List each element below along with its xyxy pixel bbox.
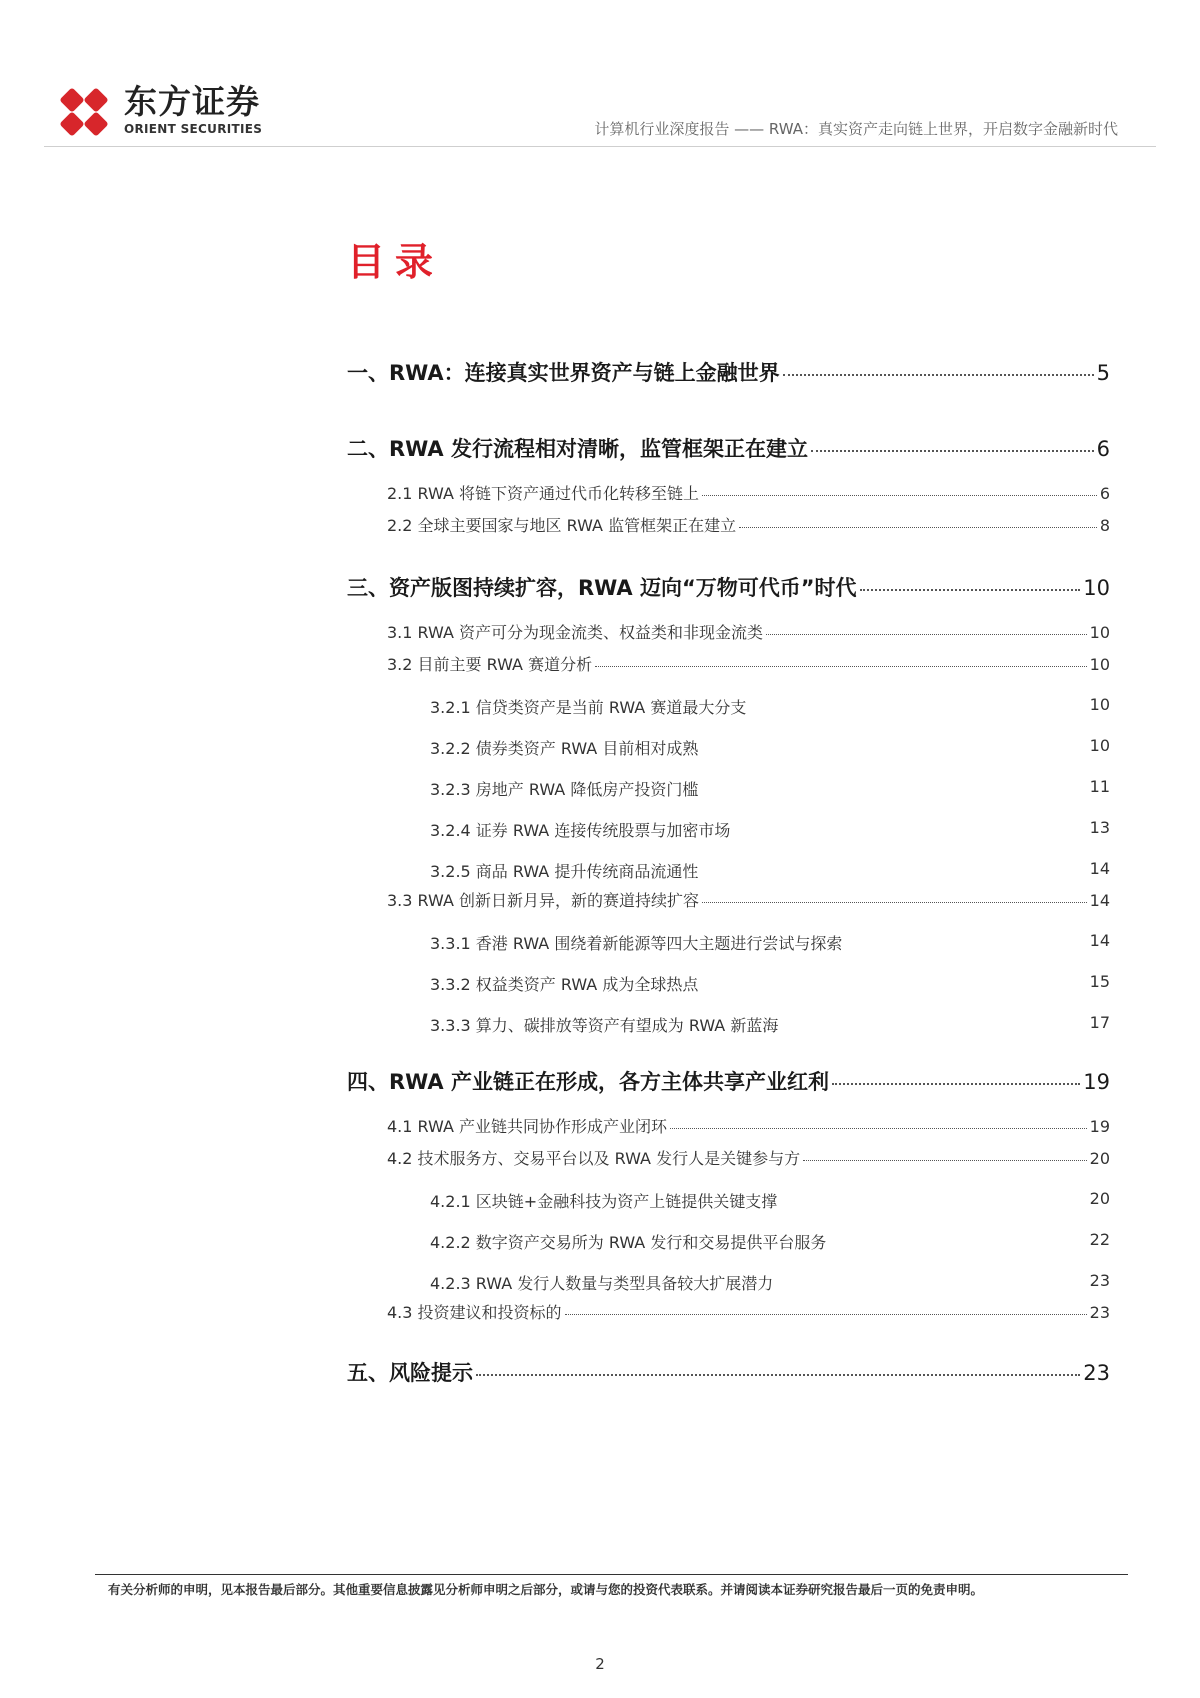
toc-entry-text: 4.2.3 RWA 发行人数量与类型具备较大扩展潜力 [430, 1274, 774, 1293]
toc-entry-page: 14 [1089, 891, 1110, 910]
toc-entry-page: 8 [1099, 516, 1110, 535]
toc-entry-text: 4.2.1 区块链+金融科技为资产上链提供关键支撑 [430, 1192, 778, 1211]
toc-leader-dots [803, 1160, 1087, 1161]
toc-entry-text: 4.3 投资建议和投资标的 [387, 1303, 562, 1322]
toc-entry-page: 5 [1096, 361, 1110, 385]
toc-entry-page: 14 [1089, 931, 1110, 950]
toc-entry-4-2-3[interactable] [430, 1271, 1110, 1294]
toc-entry-text: 3.2.4 证券 RWA 连接传统股票与加密市场 [430, 821, 731, 840]
toc-entry-4-2-1[interactable] [430, 1189, 1110, 1212]
toc-entry-2-1[interactable] [387, 481, 1110, 504]
toc-entry-page: 11 [1089, 777, 1110, 796]
toc-leader-dots [595, 666, 1087, 667]
toc-entry-page: 10 [1089, 655, 1110, 674]
toc-entry-text: 3.3.1 香港 RWA 围绕着新能源等四大主题进行尝试与探索 [430, 934, 843, 953]
toc-entry-3-2-4[interactable] [430, 818, 1110, 841]
toc-entry-text: 3.1 RWA 资产可分为现金流类、权益类和非现金流类 [387, 623, 763, 642]
toc-leader-dots [702, 902, 1087, 903]
toc-entry-text: 3.2.5 商品 RWA 提升传统商品流通性 [430, 862, 699, 881]
toc-leader-dots [702, 495, 1097, 496]
toc-leader-dots [783, 374, 1094, 376]
toc-leader-dots [739, 527, 1097, 528]
toc-entry-4[interactable] [347, 1066, 1110, 1096]
toc-entry-page: 23 [1089, 1303, 1110, 1322]
toc-entry-text: 二、RWA 发行流程相对清晰，监管框架正在建立 [347, 437, 808, 461]
toc-entry-page: 14 [1089, 859, 1110, 878]
toc-entry-3-2-5[interactable] [430, 859, 1110, 882]
toc-leader-dots [670, 1128, 1087, 1129]
toc-entry-text: 3.2 目前主要 RWA 赛道分析 [387, 655, 593, 674]
brand-name-en: ORIENT SECURITIES [124, 122, 263, 136]
toc-entry-text: 一、RWA：连接真实世界资产与链上金融世界 [347, 361, 780, 385]
toc-entry-5[interactable] [347, 1357, 1110, 1387]
toc-entry-page: 13 [1089, 818, 1110, 837]
toc-entry-3-2-2[interactable] [430, 736, 1110, 759]
toc-entry-4-3[interactable] [387, 1300, 1110, 1323]
toc-entry-3-2-3[interactable] [430, 777, 1110, 800]
toc-entry-text: 五、风险提示 [347, 1361, 473, 1385]
toc-entry-text: 4.2 技术服务方、交易平台以及 RWA 发行人是关键参与方 [387, 1149, 801, 1168]
toc-entry-3-3-2[interactable] [430, 972, 1110, 995]
footer-divider [95, 1574, 1128, 1575]
toc-entry-3-3[interactable] [387, 888, 1110, 911]
toc-entry-page: 22 [1089, 1230, 1110, 1249]
toc-leader-dots [832, 1083, 1080, 1085]
toc-leader-dots [811, 450, 1094, 452]
toc-entry-1[interactable] [347, 357, 1110, 387]
brand [124, 82, 262, 136]
toc-entry-text: 3.2.1 信贷类资产是当前 RWA 赛道最大分支 [430, 698, 747, 717]
toc-leader-dots [766, 634, 1087, 635]
toc-entry-4-1[interactable] [387, 1114, 1110, 1137]
toc-entry-page: 15 [1089, 972, 1110, 991]
toc-entry-text: 3.2.2 债券类资产 RWA 目前相对成熟 [430, 739, 699, 758]
toc-entry-3-3-1[interactable] [430, 931, 1110, 954]
toc-entry-text: 2.2 全球主要国家与地区 RWA 监管框架正在建立 [387, 516, 737, 535]
toc-entry-3-1[interactable] [387, 620, 1110, 643]
toc-entry-page: 20 [1089, 1189, 1110, 1208]
toc-entry-text: 3.3 RWA 创新日新月异，新的赛道持续扩容 [387, 891, 699, 910]
toc-entry-text: 四、RWA 产业链正在形成，各方主体共享产业红利 [347, 1070, 829, 1094]
toc-entry-page: 20 [1089, 1149, 1110, 1168]
toc-entry-3-3-3[interactable] [430, 1013, 1110, 1036]
toc-entry-page: 23 [1083, 1361, 1110, 1385]
toc-entry-2[interactable] [347, 433, 1110, 463]
toc-entry-text: 3.3.2 权益类资产 RWA 成为全球热点 [430, 975, 699, 994]
toc-entry-page: 23 [1089, 1271, 1110, 1290]
toc-entry-page: 19 [1083, 1070, 1110, 1094]
page-number: 2 [595, 1655, 605, 1673]
orient-securities-logo-icon [56, 84, 112, 140]
toc-leader-dots [476, 1374, 1080, 1376]
toc-entry-page: 10 [1083, 576, 1110, 600]
toc-entry-page: 6 [1099, 484, 1110, 503]
footer-disclaimer: 有关分析师的申明，见本报告最后部分。其他重要信息披露见分析师申明之后部分，或请与您的投资代表联系。并请阅读本证券研究报告最后一页的免责申明。 [108, 1582, 984, 1597]
toc-entry-4-2-2[interactable] [430, 1230, 1110, 1253]
brand-name-cn: 东方证券 [124, 82, 260, 121]
toc-entry-page: 10 [1089, 695, 1110, 714]
toc-entry-3[interactable] [347, 572, 1110, 602]
toc-entry-text: 3.2.3 房地产 RWA 降低房产投资门槛 [430, 780, 699, 799]
toc-entry-page: 10 [1089, 736, 1110, 755]
toc-leader-dots [565, 1314, 1087, 1315]
toc-entry-page: 17 [1089, 1013, 1110, 1032]
toc-entry-2-2[interactable] [387, 513, 1110, 536]
header-divider [44, 146, 1156, 147]
toc-entry-4-2[interactable] [387, 1146, 1110, 1169]
toc-entry-page: 19 [1089, 1117, 1110, 1136]
toc-title: 目录 [347, 240, 444, 284]
toc-entry-page: 10 [1089, 623, 1110, 642]
toc-entry-text: 3.3.3 算力、碳排放等资产有望成为 RWA 新蓝海 [430, 1016, 779, 1035]
toc-entry-text: 4.2.2 数字资产交易所为 RWA 发行和交易提供平台服务 [430, 1233, 827, 1252]
running-head: 计算机行业深度报告 —— RWA：真实资产走向链上世界，开启数字金融新时代 [594, 120, 1118, 138]
toc-entry-page: 6 [1096, 437, 1110, 461]
toc-leader-dots [860, 589, 1081, 591]
toc-entry-text: 4.1 RWA 产业链共同协作形成产业闭环 [387, 1117, 667, 1136]
toc-entry-text: 2.1 RWA 将链下资产通过代币化转移至链上 [387, 484, 699, 503]
toc-entry-text: 三、资产版图持续扩容，RWA 迈向“万物可代币”时代 [347, 576, 857, 600]
toc-entry-3-2-1[interactable] [430, 695, 1110, 718]
toc-entry-3-2[interactable] [387, 652, 1110, 675]
